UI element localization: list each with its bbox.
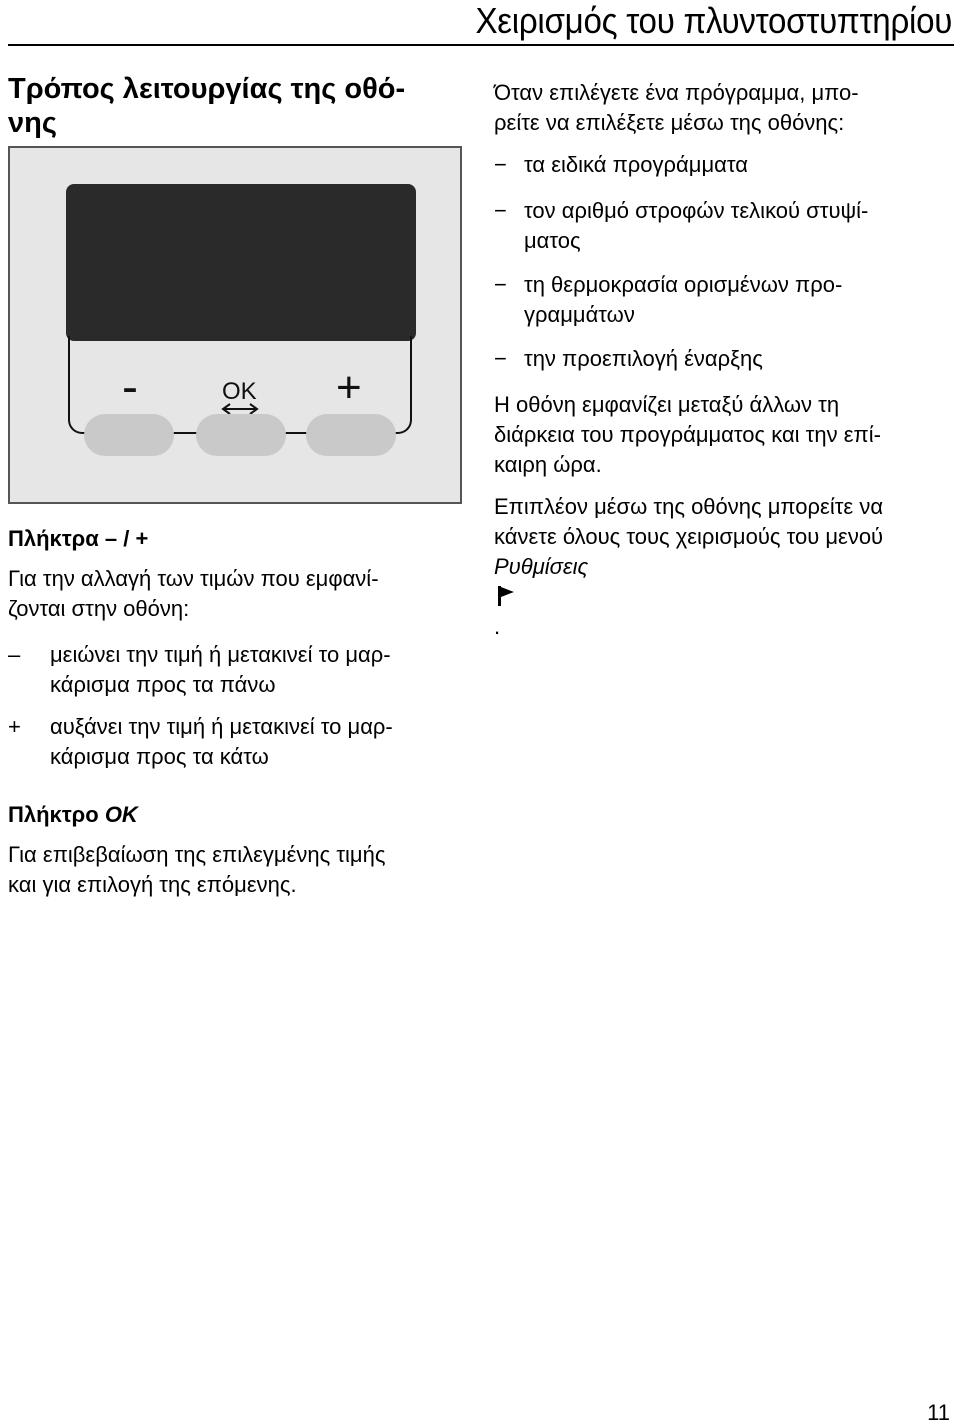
right-intro-line: ρείτε να επιλέξετε μέσω της οθόνης: bbox=[494, 110, 845, 135]
list-item-line: τον αριθμό στροφών τελικού στυψί- bbox=[524, 198, 869, 223]
plus-label: + bbox=[332, 366, 366, 410]
control-panel-illustration bbox=[8, 146, 462, 504]
ok-key-heading bbox=[8, 800, 458, 830]
list-marker: − bbox=[494, 198, 507, 223]
list-marker: − bbox=[494, 272, 507, 297]
list-item-line: τα ειδικά προγράμματα bbox=[524, 152, 748, 177]
ok-key-heading-em: OK bbox=[104, 802, 138, 827]
paragraph-line: καιρη ώρα. bbox=[494, 452, 602, 477]
list-item-line: την προεπιλογή έναρξης bbox=[524, 346, 763, 371]
ok-key-heading-prefix: Πλήκτρο bbox=[8, 802, 105, 827]
list-item-line: γραμμάτων bbox=[524, 302, 635, 327]
plus-button[interactable] bbox=[306, 414, 396, 456]
right-intro-line: Όταν επιλέγετε ένα πρόγραμμα, μπο- bbox=[494, 80, 859, 105]
settings-paragraph bbox=[494, 492, 954, 642]
page-number: 11 bbox=[927, 1400, 950, 1425]
ok-key-description-line: και για επιλογή της επόμενης. bbox=[8, 872, 297, 897]
list-marker: − bbox=[494, 346, 507, 371]
section-title-line: νης bbox=[8, 107, 57, 139]
list-item bbox=[8, 640, 458, 700]
list-item-line: ματος bbox=[524, 228, 581, 253]
ok-key-description-line: Για επιβεβαίωση της επιλεγμένης τιμής bbox=[8, 842, 386, 867]
display-screen bbox=[66, 184, 416, 341]
minus-button[interactable] bbox=[84, 414, 174, 456]
list-marker: + bbox=[8, 714, 21, 739]
flag-icon bbox=[497, 585, 515, 607]
keys-description bbox=[8, 564, 458, 624]
list-item-line: αυξάνει την τιμή ή μετακινεί το μαρ- bbox=[50, 714, 393, 739]
settings-menu-name: Ρυθμίσεις bbox=[494, 554, 589, 579]
ok-button[interactable] bbox=[196, 414, 286, 456]
paragraph-line: κάνετε όλους τους χειρισμούς του μενού bbox=[494, 524, 884, 549]
right-intro bbox=[494, 78, 954, 138]
list-item-line: κάρισμα προς τα κάτω bbox=[50, 744, 269, 769]
keys-description-line: Για την αλλαγή των τιμών που εμφανί- bbox=[8, 566, 379, 591]
page-header-title: Χειρισμός του πλυντοστυπτηρίου bbox=[475, 0, 952, 41]
list-item-line: κάρισμα προς τα πάνω bbox=[50, 672, 276, 697]
section-title-line: Τρόπος λειτουργίας της οθό- bbox=[8, 73, 406, 105]
list-item bbox=[494, 270, 954, 330]
list-marker: – bbox=[8, 642, 21, 667]
list-item bbox=[494, 196, 954, 256]
ok-label: OK bbox=[218, 380, 261, 404]
list-marker: − bbox=[494, 152, 507, 177]
list-item-line: μειώνει την τιμή ή μετακινεί το μαρ- bbox=[50, 642, 391, 667]
paragraph-line: Επιπλέον μέσω της οθόνης μπορείτε να bbox=[494, 494, 884, 519]
minus-label: - bbox=[118, 364, 142, 412]
paragraph-line bbox=[494, 552, 954, 642]
paragraph-line: διάρκεια του προγράμματος και την επί- bbox=[494, 422, 881, 447]
paragraph-line: Η οθόνη εμφανίζει μεταξύ άλλων τη bbox=[494, 392, 840, 417]
list-item bbox=[494, 344, 954, 374]
section-title bbox=[8, 72, 448, 140]
keys-description-line: ζονται στην οθόνη: bbox=[8, 596, 190, 621]
list-item-line: τη θερμοκρασία ορισμένων προ- bbox=[524, 272, 843, 297]
keys-heading: Πλήκτρα – / + bbox=[8, 526, 149, 551]
list-item bbox=[494, 150, 954, 180]
list-item bbox=[8, 712, 458, 772]
ok-key-description bbox=[8, 840, 458, 900]
display-info-paragraph bbox=[494, 390, 954, 480]
header-rule bbox=[8, 44, 954, 46]
settings-paragraph-end: . bbox=[494, 614, 501, 639]
